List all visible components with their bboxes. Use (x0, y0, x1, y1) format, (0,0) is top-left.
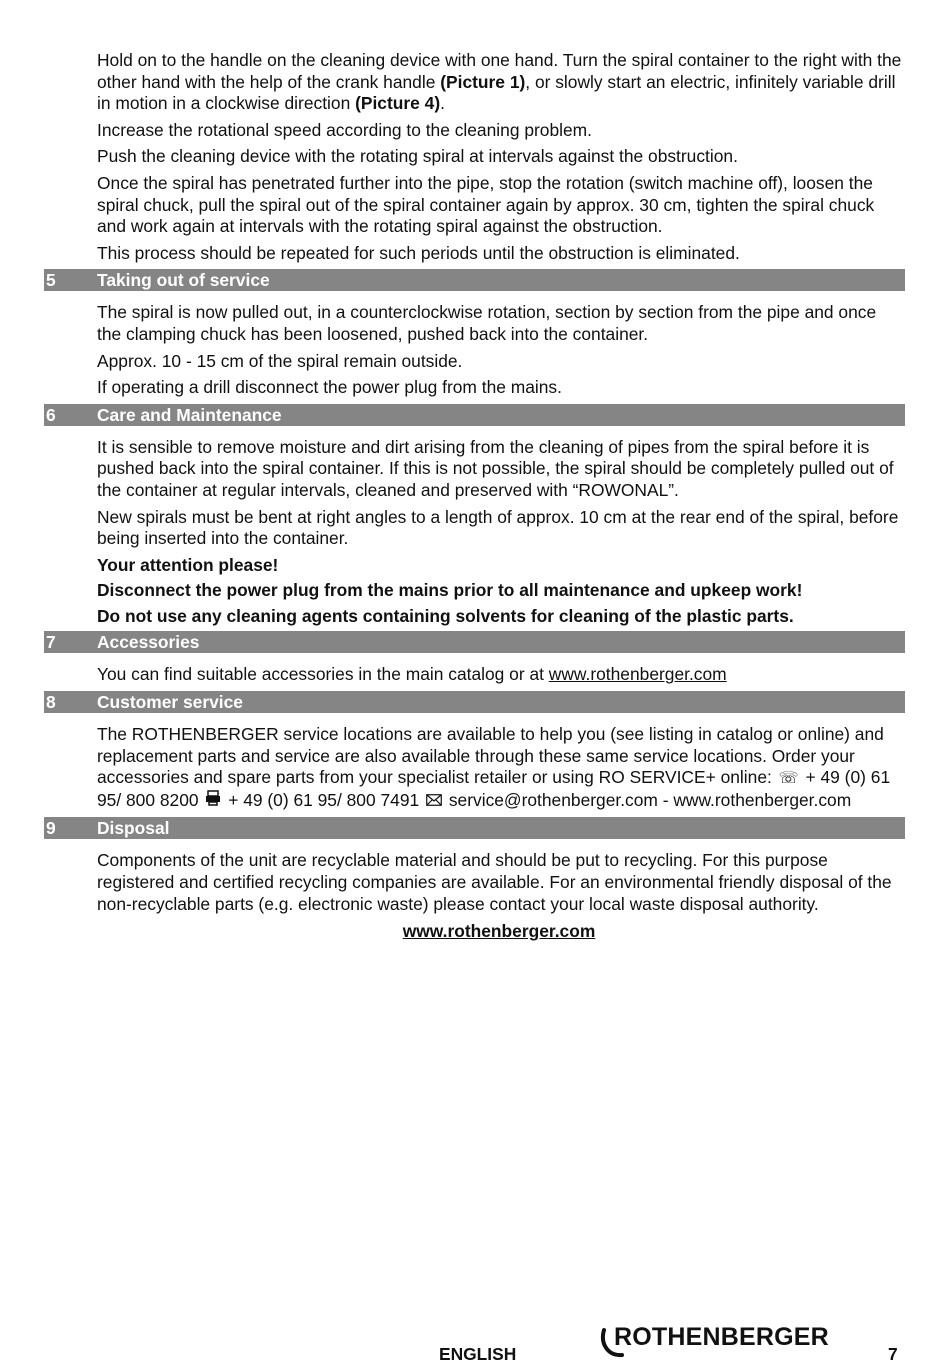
text-run: You can find suitable accessories in the main catalog or at (97, 664, 549, 685)
section-heading-customer-service (44, 691, 905, 713)
email-and-website: service@rothenberger.com - www.rothenberger.com (444, 789, 852, 810)
mail-icon (426, 791, 442, 813)
phone-icon: ☏ (778, 770, 799, 788)
section-title: Taking out of service (97, 270, 270, 291)
section-heading-disposal (44, 817, 905, 839)
picture-ref: (Picture 1) (440, 71, 526, 92)
intro-paragraph-4: Once the spiral has penetrated further into the pipe, stop the rotation (switch machine off), loosen the spiral chuck, pull the spiral out of the spiral container again by approx. 30 cm, tighten the spiral chuck and work again at intervals with the rotating spiral against the obstruction. (97, 172, 875, 237)
section-heading-care-and-maintenance (44, 404, 905, 426)
solvent-warning: Do not use any cleaning agents containing solvents for cleaning of the plastic parts. (97, 605, 794, 626)
section-6-paragraph-1: It is sensible to remove moisture and dirt arising from the cleaning of pipes from the spiral before it is pushed back into the spiral container. If this is not possible, the spiral should be completely pulled out of the container at regular intervals, cleaned and preserved with “ROWONAL”. (97, 436, 894, 500)
brand-wordmark: ROTHENBERGER (614, 1323, 829, 1351)
website-link[interactable]: www.rothenberger.com (548, 664, 727, 685)
intro-paragraph-1 (97, 50, 902, 115)
rothenberger-logo (598, 1322, 850, 1362)
text-run: . (440, 93, 445, 114)
power-plug-warning: Disconnect the power plug from the mains prior to all maintenance and upkeep work! (97, 580, 803, 601)
section-7-paragraph (97, 664, 902, 686)
section-title: Care and Maintenance (97, 404, 282, 425)
text-run: , or slowly start an electric, infinitely variable drill in motion in a clockwise direction (97, 71, 896, 114)
intro-paragraph-5: This process should be repeated for such periods until the obstruction is eliminated. (97, 242, 740, 263)
section-5-paragraph-3: If operating a drill disconnect the power plug from the mains. (97, 377, 562, 398)
section-title: Disposal (97, 818, 170, 839)
section-6-paragraph-2: New spirals must be bent at right angles to a length of approx. 10 cm at the rear end of the spiral, before being inserted into the container. (97, 506, 899, 549)
section-9-paragraph: Components of the unit are recyclable material and should be put to recycling. For this purpose registered and certified recycling companies are available. For an environmental friendly disposal of the non-recyclable parts (e.g. electronic waste) please contact your local waste disposal authority. (97, 850, 892, 914)
section-5-paragraph-1: The spiral is now pulled out, in a counterclockwise rotation, section by section from the pipe and once the clamping chuck has been loosened, pushed back into the container. (97, 302, 877, 344)
section-number: 5 (46, 270, 56, 291)
fax-icon (205, 790, 221, 813)
text-run: Hold on to the handle on the cleaning device with one hand. Turn the spiral container to the right with the other hand with the help of the crank handle (97, 50, 902, 92)
section-heading-accessories (44, 631, 905, 653)
page-content (0, 50, 950, 942)
section-title: Customer service (97, 692, 243, 713)
picture-ref: (Picture 4) (355, 93, 441, 114)
language-label: ENGLISH (439, 1344, 517, 1364)
fax-number: + 49 (0) 61 95/ 800 7491 (223, 789, 425, 810)
page-number: 7 (888, 1344, 898, 1364)
footer-website-link[interactable]: www.rothenberger.com (402, 921, 596, 942)
section-number: 9 (46, 818, 56, 839)
section-title: Accessories (97, 632, 200, 653)
intro-paragraph-2: Increase the rotational speed according to the cleaning problem. (97, 119, 592, 140)
section-number: 7 (46, 632, 56, 653)
section-number: 8 (46, 692, 56, 713)
intro-paragraph-3: Push the cleaning device with the rotating spiral at intervals against the obstruction. (97, 146, 738, 167)
section-number: 6 (46, 404, 56, 425)
section-heading-taking-out-of-service (44, 269, 905, 291)
phone-number: + 49 (0) 61 95/ 800 8200 (97, 767, 891, 810)
section-8-paragraph (97, 724, 902, 812)
attention-notice: Your attention please! (97, 554, 279, 575)
section-5-paragraph-2: Approx. 10 - 15 cm of the spiral remain outside. (97, 350, 463, 371)
text-run: The ROTHENBERGER service locations are available to help you (see listing in catalog or online) and replacement parts and service are also available through these same service locations. Order your accessories and spare parts from your specialist retailer or using RO SERVICE+ online: (97, 724, 884, 788)
